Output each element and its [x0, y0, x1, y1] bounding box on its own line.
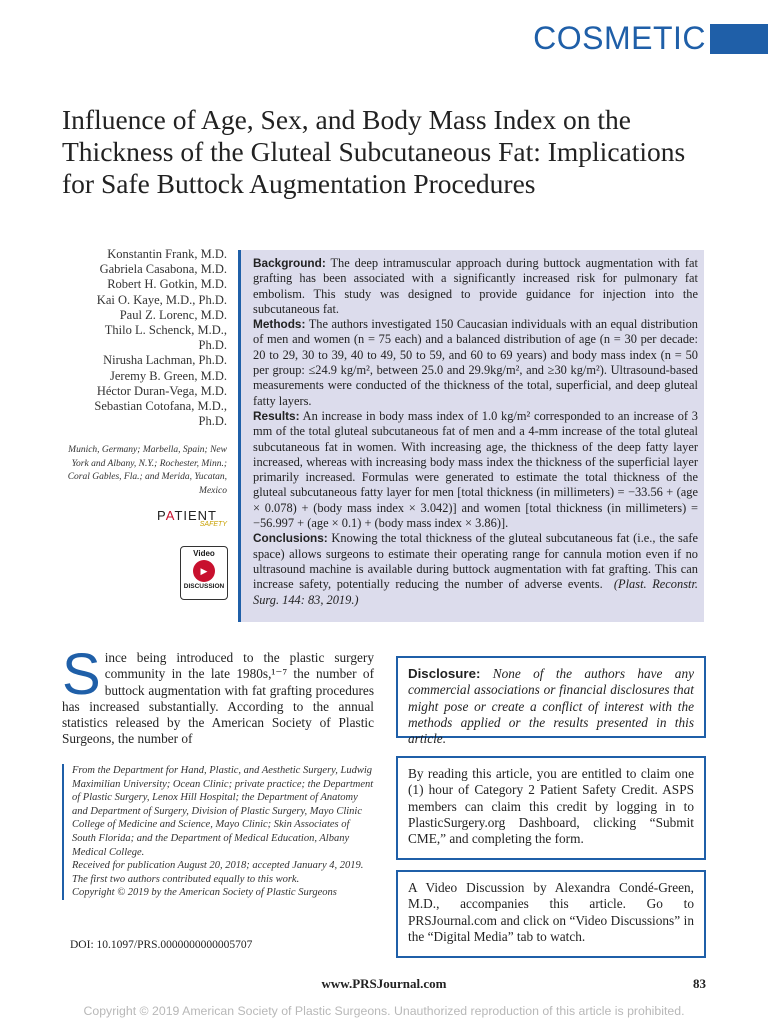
section-label: COSMETIC	[533, 20, 706, 56]
affiliation-received: Received for publication August 20, 2018; accepted January 4, 2019.	[72, 860, 364, 872]
abstract-box	[238, 250, 704, 622]
author: Jeremy B. Green, M.D.	[110, 368, 227, 383]
cme-credit-box: By reading this article, you are entitled to claim one (1) hour of Category 2 Patient Safety Credit. ASPS members can claim this credit by logging in to PlasticSurgery.org Dashboard, clicking “Submit CME,” and completing the form.	[396, 756, 706, 860]
doi-link[interactable]: DOI: 10.1097/PRS.0000000000005707	[70, 939, 253, 951]
patient-safety-letter-accent: A	[165, 508, 175, 523]
affiliation-departments: From the Department for Hand, Plastic, and Aesthetic Surgery, Ludwig Maximilian University; Ocean Clinic; private practice; the Department of Plastic Surgery, Lenox Hill Hospital; the Department of Anatomy and Department of Surgery, Division of Plastic Surgery, Mayo Clinic College of Medicine and Science, Mayo Clinic; Skin Associates of South Florida; and the Department of Medical Education, Albany Medical College.	[72, 765, 374, 858]
author: Gabriela Casabona, M.D.	[99, 262, 227, 277]
copyright-notice: Copyright © 2019 American Society of Plastic Surgeons. Unauthorized reproduction of this article is prohibited.	[83, 1004, 685, 1018]
author: Robert H. Gotkin, M.D.	[107, 277, 227, 292]
abstract-background: Background: The deep intramuscular approach during buttock augmentation with fat grafting has been associated with a significantly increased risk for pulmonary fat embolism. This study was designed to provide guidance for injection into the subcutaneous fat.	[253, 256, 698, 316]
author: Thilo L. Schenck, M.D.,	[104, 323, 227, 338]
author-list	[62, 247, 227, 429]
disclosure-box	[396, 656, 706, 747]
author-locations: Munich, Germany; Marbella, Spain; New York and Albany, N.Y.; Rochester, Minn.; Coral Gables, Fla.; and Merida, Yucatan, Mexico	[67, 445, 227, 496]
author: Sebastian Cotofana, M.D.,	[94, 399, 227, 414]
video-badge-label: Video	[193, 549, 215, 558]
patient-safety-badge	[157, 508, 227, 528]
author: Nirusha Lachman, Ph.D.	[103, 353, 227, 368]
abstract-citation: (Plast. Reconstr. Surg. 144: 83, 2019.)	[253, 577, 699, 607]
page-number: 83	[693, 976, 706, 991]
journal-url-link[interactable]: www.PRSJournal.com	[321, 976, 447, 991]
affiliation-copyright: Copyright © 2019 by the American Society of Plastic Surgeons	[72, 887, 337, 899]
patient-safety-subtext: SAFETY	[199, 521, 227, 528]
author: Ph.D.	[198, 338, 227, 353]
video-discussion-box: A Video Discussion by Alexandra Condé-Green, M.D., accompanies this article. Go to PRSJournal.com and click on “Video Discussions” in the “Digital Media” tab to watch.	[396, 870, 706, 958]
section-bar	[710, 24, 768, 54]
affiliation-box	[62, 764, 374, 900]
video-badge-discussion: DISCUSSION	[183, 583, 225, 590]
abstract-methods: Methods: The authors investigated 150 Caucasian individuals with an equal distribution of men and women (n = 75 each) and a balanced distribution of age (n = 30 per decade: 20 to 29, 30 to 39, 40 to 49, 50 to 59, and 60 to 69 years) and body mass index (n = 50 per group: ≤24.9 kg/m², between 25.0 and 29.9kg/m², and ≥30 kg/m²). Ultrasound-based measurements were conducted of the thickness of the total, superficial, and deep gluteal fatty layers.	[253, 317, 698, 408]
author: Héctor Duran-Vega, M.D.	[96, 383, 227, 398]
disclosure-text: None of the authors have any commercial associations or financial disclosures that might pose or create a conflict of interest with the methods applied or the results presented in this article.	[408, 666, 694, 747]
intro-text: ince being introduced to the plastic surgery community in the late 1980s,¹⁻⁷ the number of buttock augmentation with fat grafting procedures has increased substantially. According to the annual statistics released by the American Society of Plastic Surgeons, the number of	[62, 650, 374, 747]
patient-safety-letter: P	[157, 508, 166, 523]
author: Konstantin Frank, M.D.	[107, 247, 227, 261]
author: Ph.D.	[198, 414, 227, 429]
author: Paul Z. Lorenc, M.D.	[119, 307, 227, 322]
patient-safety-letters: TIENT	[174, 508, 217, 523]
article-title: Influence of Age, Sex, and Body Mass Index on the Thickness of the Gluteal Subcutaneous Fat: Implications for Safe Buttock Augmentation Procedures	[62, 104, 686, 199]
affiliation-contribution: The first two authors contributed equally to this work.	[72, 873, 300, 885]
author: Kai O. Kaye, M.D., Ph.D.	[96, 292, 227, 307]
play-icon: ▶	[193, 560, 215, 582]
drop-cap: S	[62, 642, 101, 707]
intro-paragraph	[62, 642, 374, 748]
abstract-results: Results: An increase in body mass index of 1.0 kg/m² corresponded to an increase of 3 mm of the total gluteal subcutaneous fat of men and a 4-mm increase of the total gluteal subcutaneous fat in women. With increasing age, the thickness of the deep fatty layer increased, whereas with increasing body mass index the thickness of the superficial layer primarily increased. Formulas were generated to estimate the total thickness of the gluteal subcutaneous fatty layer for men [total thickness (in millimeters) = −33.56 + (age × 0.078) + (body mass index × 3.042)] and women [total thickness (in millimeters) = −56.997 + (age × 0.1) + (body mass index × 3.86)].	[253, 408, 698, 531]
abstract-conclusions: Conclusions: Knowing the total thickness of the gluteal subcutaneous fat (i.e., the safe space) allows surgeons to estimate their operating range for cannula motion even if no ultrasound machine is available during buttock augmentation with fat grafting. This can increase safety, potentially reducing the number of adverse events. (Plast. Reconstr. Surg. 144: 83, 2019.)	[253, 531, 699, 607]
video-discussion-badge[interactable]	[180, 546, 228, 600]
disclosure-label: Disclosure:	[408, 666, 481, 681]
